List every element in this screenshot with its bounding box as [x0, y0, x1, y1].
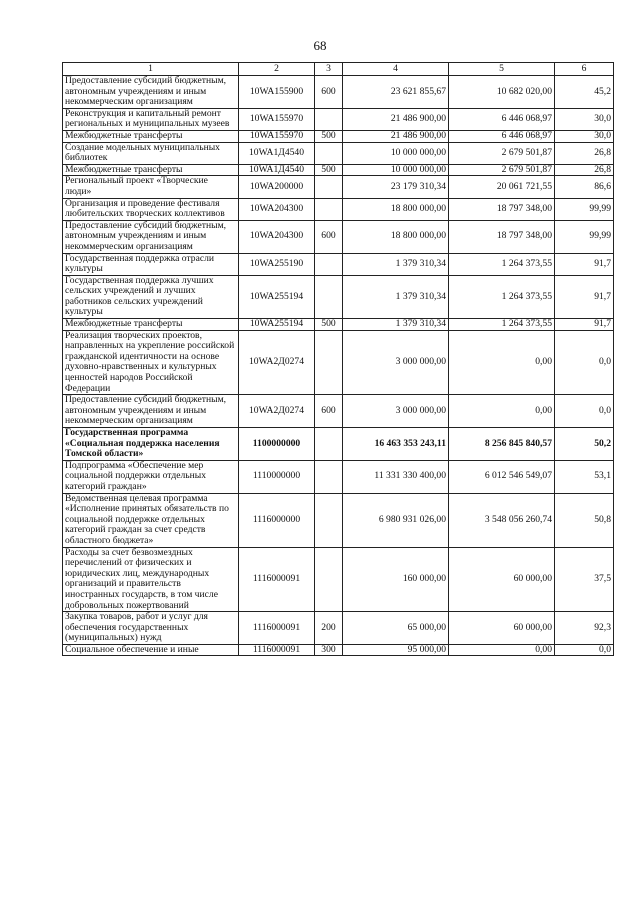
row-name-cell: Межбюджетные трансферты	[63, 164, 239, 176]
row-plan-amount-cell: 65 000,00	[343, 612, 449, 645]
row-actual-amount-cell: 0,00	[449, 395, 555, 428]
row-name-cell: Организация и проведение фестиваля любительских творческих коллективов	[63, 198, 239, 220]
row-code-cell: 10WA204300	[239, 198, 315, 220]
row-actual-amount-cell: 1 264 373,55	[449, 319, 555, 331]
row-name-cell: Государственная поддержка отрасли культуры	[63, 253, 239, 275]
row-actual-amount-cell: 10 682 020,00	[449, 76, 555, 109]
row-actual-amount-cell: 6 446 068,97	[449, 130, 555, 142]
row-expense-type-cell: 600	[315, 395, 343, 428]
table-row	[63, 164, 614, 176]
row-actual-amount-cell: 3 548 056 260,74	[449, 493, 555, 547]
row-name-cell: Закупка товаров, работ и услуг для обеспечения государственных (муниципальных) нужд	[63, 612, 239, 645]
row-code-cell: 1100000000	[239, 428, 315, 461]
row-name-cell: Реализация творческих проектов, направленных на укрепление российской гражданской идентичности на основе духовно-нравственных и культурных ценностей народов Российской Федерации	[63, 330, 239, 395]
row-percent-cell: 99,99	[555, 198, 614, 220]
row-plan-amount-cell: 23 179 310,34	[343, 176, 449, 198]
row-actual-amount-cell: 6 446 068,97	[449, 108, 555, 130]
header-row	[63, 63, 614, 76]
row-percent-cell: 92,3	[555, 612, 614, 645]
row-name-cell: Подпрограмма «Обеспечение мер социальной поддержки отдельных категорий граждан»	[63, 460, 239, 493]
row-code-cell: 10WA155970	[239, 130, 315, 142]
budget-table	[62, 62, 614, 656]
row-expense-type-cell	[315, 330, 343, 395]
row-actual-amount-cell: 6 012 546 549,07	[449, 460, 555, 493]
header-cell: 3	[315, 63, 343, 76]
table-row	[63, 547, 614, 612]
row-plan-amount-cell: 10 000 000,00	[343, 164, 449, 176]
row-plan-amount-cell: 10 000 000,00	[343, 142, 449, 164]
row-expense-type-cell	[315, 428, 343, 461]
row-plan-amount-cell: 3 000 000,00	[343, 395, 449, 428]
row-percent-cell: 86,6	[555, 176, 614, 198]
row-actual-amount-cell: 1 264 373,55	[449, 253, 555, 275]
row-name-cell: Предоставление субсидий бюджетным, автономным учреждениям и иным некоммерческим организациям	[63, 76, 239, 109]
row-plan-amount-cell: 21 486 900,00	[343, 108, 449, 130]
row-plan-amount-cell: 11 331 330 400,00	[343, 460, 449, 493]
table-row	[63, 220, 614, 253]
row-expense-type-cell: 300	[315, 644, 343, 656]
row-code-cell: 10WA2Д0274	[239, 395, 315, 428]
row-actual-amount-cell: 0,00	[449, 644, 555, 656]
row-code-cell: 10WA1Д4540	[239, 164, 315, 176]
row-expense-type-cell: 600	[315, 76, 343, 109]
table-row	[63, 176, 614, 198]
row-code-cell: 1110000000	[239, 460, 315, 493]
row-percent-cell: 30,0	[555, 108, 614, 130]
row-name-cell: Государственная поддержка лучших сельских учреждений и лучших работников сельских учреждений культуры	[63, 275, 239, 318]
row-percent-cell: 30,0	[555, 130, 614, 142]
row-expense-type-cell: 600	[315, 220, 343, 253]
row-expense-type-cell	[315, 547, 343, 612]
row-code-cell: 10WA255190	[239, 253, 315, 275]
row-name-cell: Региональный проект «Творческие люди»	[63, 176, 239, 198]
row-code-cell: 1116000091	[239, 612, 315, 645]
row-name-cell: Межбюджетные трансферты	[63, 319, 239, 331]
row-plan-amount-cell: 95 000,00	[343, 644, 449, 656]
row-code-cell: 10WA255194	[239, 275, 315, 318]
row-code-cell: 10WA204300	[239, 220, 315, 253]
row-expense-type-cell	[315, 108, 343, 130]
row-code-cell: 10WA155970	[239, 108, 315, 130]
row-expense-type-cell: 500	[315, 130, 343, 142]
row-plan-amount-cell: 18 800 000,00	[343, 198, 449, 220]
row-percent-cell: 0,0	[555, 395, 614, 428]
row-percent-cell: 53,1	[555, 460, 614, 493]
row-expense-type-cell	[315, 176, 343, 198]
row-expense-type-cell	[315, 493, 343, 547]
row-expense-type-cell	[315, 460, 343, 493]
row-plan-amount-cell: 160 000,00	[343, 547, 449, 612]
row-actual-amount-cell: 60 000,00	[449, 547, 555, 612]
row-actual-amount-cell: 8 256 845 840,57	[449, 428, 555, 461]
row-actual-amount-cell: 0,00	[449, 330, 555, 395]
row-percent-cell: 0,0	[555, 330, 614, 395]
header-cell: 4	[343, 63, 449, 76]
table-row	[63, 644, 614, 656]
row-percent-cell: 50,2	[555, 428, 614, 461]
row-code-cell: 1116000091	[239, 644, 315, 656]
row-expense-type-cell: 500	[315, 164, 343, 176]
row-percent-cell: 26,8	[555, 142, 614, 164]
row-percent-cell: 37,5	[555, 547, 614, 612]
table-row	[63, 198, 614, 220]
row-name-cell: Создание модельных муниципальных библиотек	[63, 142, 239, 164]
row-name-cell: Межбюджетные трансферты	[63, 130, 239, 142]
table-row	[63, 460, 614, 493]
row-actual-amount-cell: 18 797 348,00	[449, 198, 555, 220]
table-row	[63, 395, 614, 428]
row-expense-type-cell: 200	[315, 612, 343, 645]
row-name-cell: Предоставление субсидий бюджетным, автономным учреждениям и иным некоммерческим организациям	[63, 395, 239, 428]
row-percent-cell: 0,0	[555, 644, 614, 656]
row-plan-amount-cell: 1 379 310,34	[343, 319, 449, 331]
table-row	[63, 612, 614, 645]
row-actual-amount-cell: 2 679 501,87	[449, 164, 555, 176]
row-percent-cell: 50,8	[555, 493, 614, 547]
row-percent-cell: 45,2	[555, 76, 614, 109]
row-actual-amount-cell: 1 264 373,55	[449, 275, 555, 318]
row-plan-amount-cell: 21 486 900,00	[343, 130, 449, 142]
row-expense-type-cell	[315, 253, 343, 275]
row-percent-cell: 26,8	[555, 164, 614, 176]
row-code-cell: 10WA1Д4540	[239, 142, 315, 164]
table-row	[63, 108, 614, 130]
table-row	[63, 428, 614, 461]
page-number: 68	[313, 38, 327, 53]
row-actual-amount-cell: 20 061 721,55	[449, 176, 555, 198]
table-row	[63, 493, 614, 547]
row-name-cell: Реконструкция и капитальный ремонт региональных и муниципальных музеев	[63, 108, 239, 130]
row-percent-cell: 91,7	[555, 275, 614, 318]
row-percent-cell: 91,7	[555, 319, 614, 331]
row-plan-amount-cell: 1 379 310,34	[343, 253, 449, 275]
row-code-cell: 10WA155900	[239, 76, 315, 109]
row-name-cell: Социальное обеспечение и иные	[63, 644, 239, 656]
row-name-cell: Предоставление субсидий бюджетным, автономным учреждениям и иным некоммерческим организациям	[63, 220, 239, 253]
row-expense-type-cell	[315, 275, 343, 318]
table-row	[63, 330, 614, 395]
row-actual-amount-cell: 2 679 501,87	[449, 142, 555, 164]
row-percent-cell: 99,99	[555, 220, 614, 253]
row-expense-type-cell: 500	[315, 319, 343, 331]
table-row	[63, 275, 614, 318]
header-cell: 5	[449, 63, 555, 76]
row-code-cell: 10WA2Д0274	[239, 330, 315, 395]
row-actual-amount-cell: 18 797 348,00	[449, 220, 555, 253]
table-row	[63, 130, 614, 142]
row-code-cell: 10WA255194	[239, 319, 315, 331]
table-row	[63, 253, 614, 275]
header-cell: 2	[239, 63, 315, 76]
table-row	[63, 76, 614, 109]
row-plan-amount-cell: 3 000 000,00	[343, 330, 449, 395]
row-name-cell: Государственная программа «Социальная поддержка населения Томской области»	[63, 428, 239, 461]
row-name-cell: Расходы за счет безвозмездных перечислений от физических и юридических лиц, международных организаций и правительств иностранных государств, в том числе добровольных пожертвований	[63, 547, 239, 612]
row-plan-amount-cell: 23 621 855,67	[343, 76, 449, 109]
row-plan-amount-cell: 18 800 000,00	[343, 220, 449, 253]
row-name-cell: Ведомственная целевая программа «Исполнение принятых обязательств по социальной поддержке отдельных категорий граждан за счет средств областного бюджета»	[63, 493, 239, 547]
row-expense-type-cell	[315, 198, 343, 220]
row-plan-amount-cell: 16 463 353 243,11	[343, 428, 449, 461]
row-expense-type-cell	[315, 142, 343, 164]
table-row	[63, 319, 614, 331]
header-cell: 1	[63, 63, 239, 76]
row-percent-cell: 91,7	[555, 253, 614, 275]
header-cell: 6	[555, 63, 614, 76]
row-actual-amount-cell: 60 000,00	[449, 612, 555, 645]
row-plan-amount-cell: 1 379 310,34	[343, 275, 449, 318]
row-code-cell: 1116000000	[239, 493, 315, 547]
row-plan-amount-cell: 6 980 931 026,00	[343, 493, 449, 547]
row-code-cell: 10WA200000	[239, 176, 315, 198]
row-code-cell: 1116000091	[239, 547, 315, 612]
table-row	[63, 142, 614, 164]
